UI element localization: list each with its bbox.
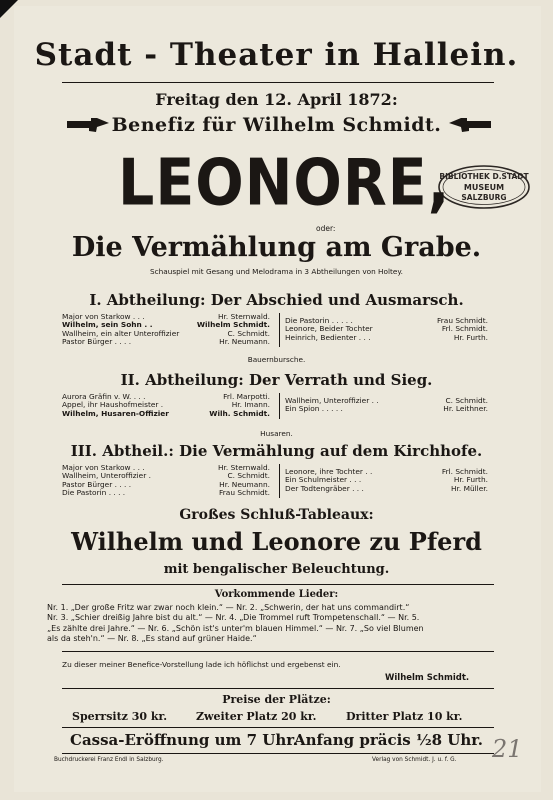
act-2-heading: II. Abtheilung: Der Verrath und Sieg. bbox=[120, 371, 433, 389]
act-2-divider bbox=[279, 393, 280, 419]
songs-list bbox=[47, 603, 510, 644]
oder-label: oder: bbox=[316, 224, 336, 233]
start-time: Anfang präcis ½8 Uhr. bbox=[294, 731, 483, 749]
play-description: Schauspiel mit Gesang und Melodrama in 3 Abtheilungen von Holtey. bbox=[149, 267, 403, 276]
act-1-divider bbox=[279, 313, 280, 347]
box-office-time: Cassa-Eröffnung um 7 Uhr. bbox=[70, 731, 298, 749]
finale-title: Wilhelm und Leonore zu Pferd bbox=[71, 527, 482, 556]
invitation-text: Zu dieser meiner Benefice-Vorstellung lade ich höflichst und ergebenst ein. bbox=[62, 660, 341, 669]
songs-line-4: als da steh'n.“ — Nr. 8. „Es stand auf grüner Haide.“ bbox=[47, 633, 257, 643]
pointing-hand-right-icon bbox=[449, 118, 491, 132]
songs-line-1: Nr. 1. „Der große Fritz war zwar noch klein.“ — Nr. 2. „Schwerin, der hat uns commandirt.“ bbox=[47, 603, 410, 612]
finale-subtitle: mit bengalischer Beleuchtung. bbox=[163, 562, 390, 577]
songs-line-2: Nr. 3. „Schier dreißig Jahre bist du alt.“ — Nr. 4. „Die Trommel ruft Trompetenschall.“ — Nr. 5. bbox=[47, 613, 420, 623]
stamp-line-2: MUSEUM bbox=[463, 183, 505, 192]
songs-line-3: „Es zählte drei Jahre.“ — Nr. 6. „Schön ist's unter'm blauen Himmel.“ — Nr. 7. „So viel Blumen bbox=[47, 623, 424, 633]
theater-title: Stadt - Theater in Hallein. bbox=[34, 37, 519, 73]
library-stamp bbox=[436, 163, 532, 211]
performance-date: Freitag den 12. April 1872: bbox=[155, 90, 398, 109]
act-3-cast-left: Major von Starkow . . . Hr. Sternwald. Wallheim, Unteroffizier . C. Schmidt. Pastor Bürger . . . . Hr. Neumann. Die Pastorin . . . . Frau Schmidt. bbox=[62, 463, 270, 498]
act-2-extras: Husaren. bbox=[260, 429, 293, 438]
invitation-signature: Wilhelm Schmidt. bbox=[385, 673, 470, 683]
header-rule bbox=[62, 82, 494, 83]
handwritten-number: 21 bbox=[492, 735, 523, 763]
act-3-divider bbox=[279, 464, 280, 498]
benefit-line: Benefiz für Wilhelm Schmidt. bbox=[111, 114, 442, 136]
footer-rule bbox=[62, 753, 494, 754]
price-stalls: Sperrsitz 30 kr. bbox=[72, 710, 168, 723]
price-second: Zweiter Platz 20 kr. bbox=[196, 710, 317, 723]
play-subtitle: Die Vermählung am Grabe. bbox=[71, 232, 482, 263]
act-2-cast-right: Wallheim, Unteroffizier . . C. Schmidt. Ein Spion . . . . . Hr. Leithner. bbox=[285, 396, 488, 414]
act-2-cast-left: Aurora Gräfin v. W. . . . Frl. Marpotti. Appel, ihr Haushofmeister . Hr. Imann. Wilhelm, Husaren-Offizier Wilh. Schmidt. bbox=[62, 392, 270, 418]
act-1-cast-right: Die Pastorin . . . . . Frau Schmidt. Leonore, Beider Tochter Frl. Schmidt. Heinrich, Bedienter . . . Hr. Furth. bbox=[285, 316, 488, 342]
play-title: LEONORE, bbox=[118, 146, 451, 221]
prices-top-rule bbox=[62, 688, 494, 689]
prices-heading: Preise der Plätze: bbox=[222, 693, 331, 706]
publisher-credit: Verlag von Schmidt. J. u. f. G. bbox=[372, 757, 457, 763]
price-third: Dritter Platz 10 kr. bbox=[346, 710, 463, 723]
songs-heading: Vorkommende Lieder: bbox=[214, 589, 339, 600]
stamp-line-3: SALZBURG bbox=[461, 193, 507, 202]
act-1-cast-left: Major von Starkow . . . Hr. Sternwald. Wilhelm, sein Sohn . . Wilhelm Schmidt. Wallheim, ein alter Unteroffizier C. Schmidt. Pastor Bürger . . . . Hr. Neumann. bbox=[62, 312, 270, 347]
songs-bottom-rule bbox=[62, 651, 494, 652]
finale-heading: Großes Schluß-Tableaux: bbox=[179, 507, 374, 523]
act-1-heading: I. Abtheilung: Der Abschied und Ausmarsch. bbox=[89, 291, 464, 309]
act-1-extras: Bauernbursche. bbox=[247, 355, 306, 364]
prices-bottom-rule bbox=[62, 727, 494, 728]
act-3-cast-right: Leonore, ihre Tochter . . Frl. Schmidt. Ein Schulmeister . . . Hr. Furth. Der Todtengräber . . . Hr. Müller. bbox=[285, 467, 488, 493]
stamp-line-1: BIBLIOTHEK D.STADT bbox=[439, 172, 529, 181]
act-3-heading: III. Abtheil.: Die Vermählung auf dem Kirchhofe. bbox=[70, 442, 483, 460]
printer-credit: Buchdruckerei Franz Endl in Salzburg. bbox=[54, 757, 164, 763]
songs-top-rule bbox=[62, 584, 494, 585]
